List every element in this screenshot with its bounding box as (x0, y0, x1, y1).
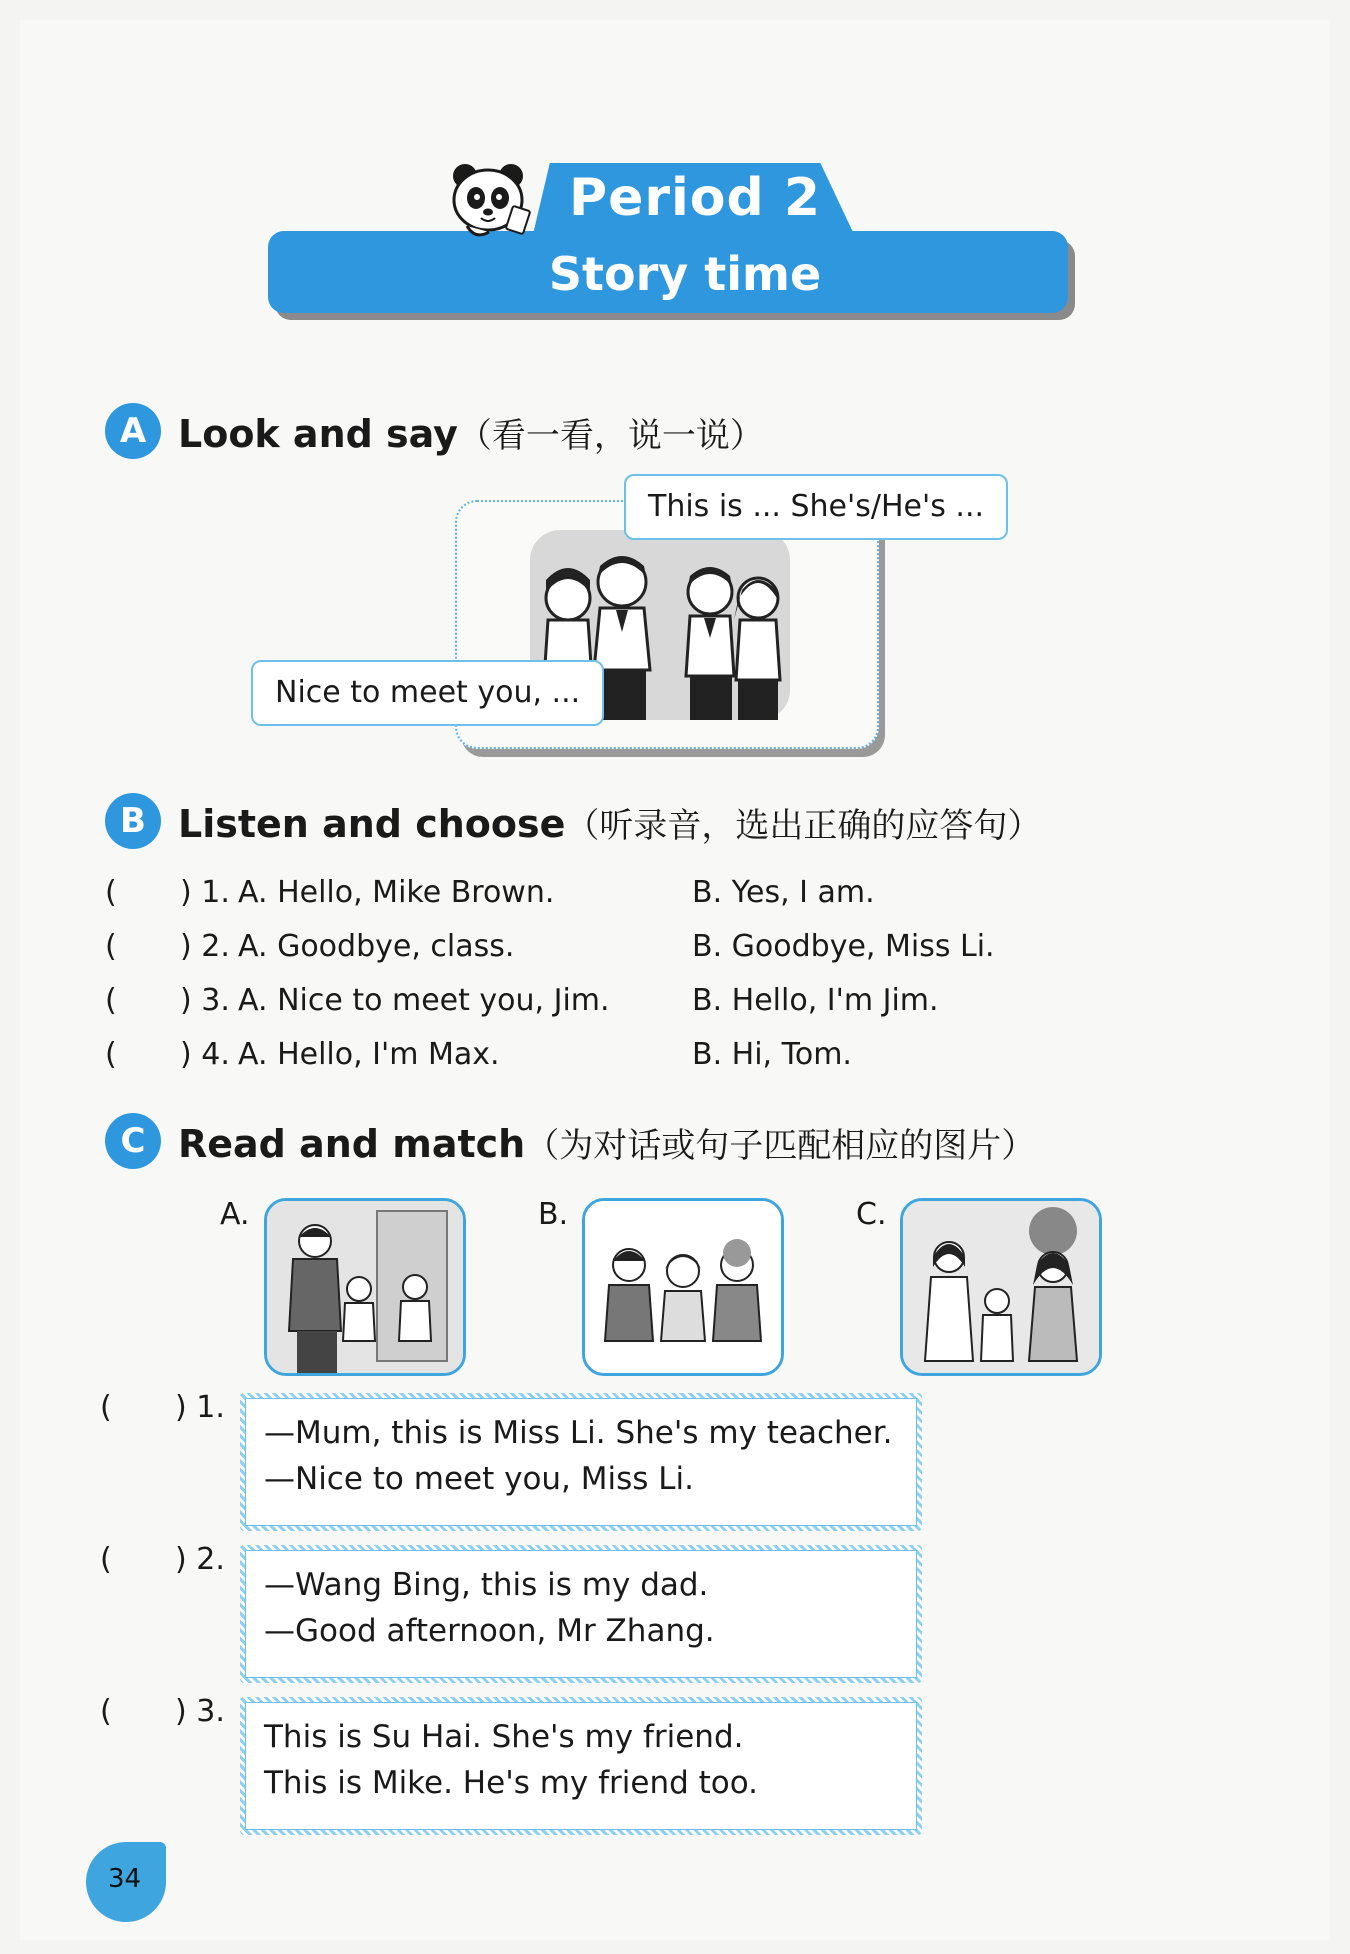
choice-paren[interactable]: ( (105, 983, 117, 1018)
choice-paren[interactable]: ( (105, 929, 117, 964)
picture-b (582, 1198, 784, 1376)
speech-bubble-bottom: Nice to meet you, ... (251, 660, 604, 726)
dialog-line: —Good afternoon, Mr Zhang. (264, 1613, 715, 1649)
dialog-box (240, 1393, 922, 1531)
choice-number: ) 2. (180, 929, 230, 964)
match-number: ) 2. (175, 1542, 225, 1577)
choice-option-b: B. Goodbye, Miss Li. (692, 929, 995, 964)
section-b-title-cn: （听录音，选出正确的应答句） (565, 806, 1042, 846)
dialog-line: This is Mike. He's my friend too. (264, 1765, 759, 1801)
choice-option-a: A. Hello, Mike Brown. (238, 875, 555, 910)
section-c-title (178, 1118, 1035, 1167)
section-a-badge: A (105, 403, 161, 459)
man-and-boys-illustration (267, 1201, 463, 1373)
choice-paren[interactable]: ( (105, 875, 117, 910)
choice-number: ) 1. (180, 875, 230, 910)
section-b-title (178, 798, 1041, 847)
choice-number: ) 4. (180, 1037, 230, 1072)
dialog-line: —Wang Bing, this is my dad. (264, 1567, 709, 1603)
dialog-box (240, 1697, 922, 1835)
choice-option-b: B. Yes, I am. (692, 875, 875, 910)
section-a-title-en: Look and say (178, 412, 458, 456)
section-a-title (178, 408, 764, 457)
choice-option-b: B. Hi, Tom. (692, 1037, 852, 1072)
choice-option-b: B. Hello, I'm Jim. (692, 983, 939, 1018)
section-c-badge: C (105, 1113, 161, 1169)
match-number: ) 3. (175, 1694, 225, 1729)
dialog-box (240, 1545, 922, 1683)
panda-mascot-icon (445, 160, 535, 245)
section-b-badge: B (105, 793, 161, 849)
section-b-title-en: Listen and choose (178, 802, 566, 846)
picture-label-c: C. (856, 1197, 887, 1232)
dialog-line: —Mum, this is Miss Li. She's my teacher. (264, 1415, 893, 1451)
page-subtitle: Story time (548, 247, 822, 301)
match-paren[interactable]: ( (100, 1390, 112, 1425)
choice-number: ) 3. (180, 983, 230, 1018)
choice-option-a: A. Goodbye, class. (238, 929, 515, 964)
page-number-badge (86, 1842, 166, 1922)
page-number: 34 (108, 1864, 142, 1894)
match-paren[interactable]: ( (100, 1542, 112, 1577)
three-children-illustration (585, 1201, 781, 1373)
speech-bubble-top: This is ... She's/He's ... (624, 474, 1008, 540)
dialog-line: This is Su Hai. She's my friend. (264, 1719, 744, 1755)
section-a-title-cn: （看一看，说一说） (457, 416, 764, 456)
picture-c (900, 1198, 1102, 1376)
choice-option-a: A. Hello, I'm Max. (238, 1037, 500, 1072)
choice-option-a: A. Nice to meet you, Jim. (238, 983, 610, 1018)
dialog-line: —Nice to meet you, Miss Li. (264, 1461, 695, 1497)
picture-a (264, 1198, 466, 1376)
page-title: Period 2 (568, 168, 822, 228)
teacher-girl-mother-illustration (903, 1201, 1099, 1373)
section-c-title-cn: （为对话或句子匹配相应的图片） (525, 1126, 1036, 1166)
picture-label-a: A. (220, 1197, 250, 1232)
choice-paren[interactable]: ( (105, 1037, 117, 1072)
match-paren[interactable]: ( (100, 1694, 112, 1729)
match-number: ) 1. (175, 1390, 225, 1425)
section-c-title-en: Read and match (178, 1122, 526, 1166)
picture-label-b: B. (538, 1197, 569, 1232)
